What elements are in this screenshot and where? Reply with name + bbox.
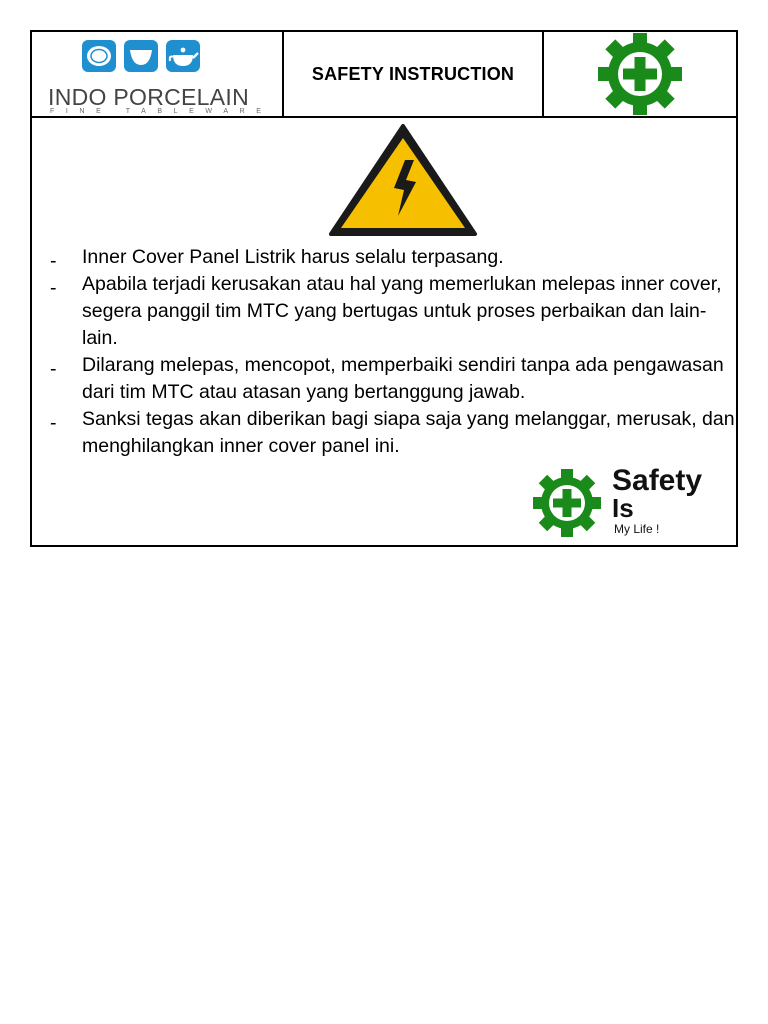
brand-name: INDO PORCELAIN [48,84,250,110]
instruction-text: Inner Cover Panel Listrik harus selalu terpasang. [82,246,504,268]
badge-word-safety: Safety [612,464,703,497]
instruction-item [50,271,740,352]
brand-logo-cell [32,32,284,116]
brand-tagline: FINE TABLEWARE [50,108,273,115]
instruction-item [50,352,740,406]
page-title: SAFETY INSTRUCTION [311,63,515,84]
instruction-text: Dilarang melepas, mencopot, memperbaiki sendiri tanpa ada pengawasan dari tim MTC atau atasan yang bertanggung jawab. [82,354,724,403]
safety-gear-cell [544,32,736,116]
list-marker: - [50,277,57,299]
badge-word-is: Is [612,493,634,523]
badge-tagline: My Life ! [614,522,660,536]
instruction-list [50,244,740,460]
instruction-text: Sanksi tegas akan diberikan bagi siapa saja yang melanggar, merusak, dan menghilangkan inner cover panel ini. [82,408,735,457]
electric-hazard-icon [328,122,478,238]
safety-gear-cross-icon [592,33,688,115]
title-cell [284,32,544,116]
instruction-item [50,244,740,271]
safety-instruction-sheet [30,30,738,547]
list-marker: - [50,412,57,434]
safety-badge-gear-icon [526,468,608,538]
instruction-item [50,406,740,460]
header-row [32,32,736,118]
brand-logo-icon [80,38,210,76]
instruction-text: Apabila terjadi kerusakan atau hal yang memerlukan melepas inner cover, segera panggil tim MTC yang bertugas untuk proses perbaikan dan lain-lain. [82,273,722,349]
list-marker: - [50,250,57,272]
list-marker: - [50,358,57,380]
safety-is-my-life-badge [526,464,726,538]
